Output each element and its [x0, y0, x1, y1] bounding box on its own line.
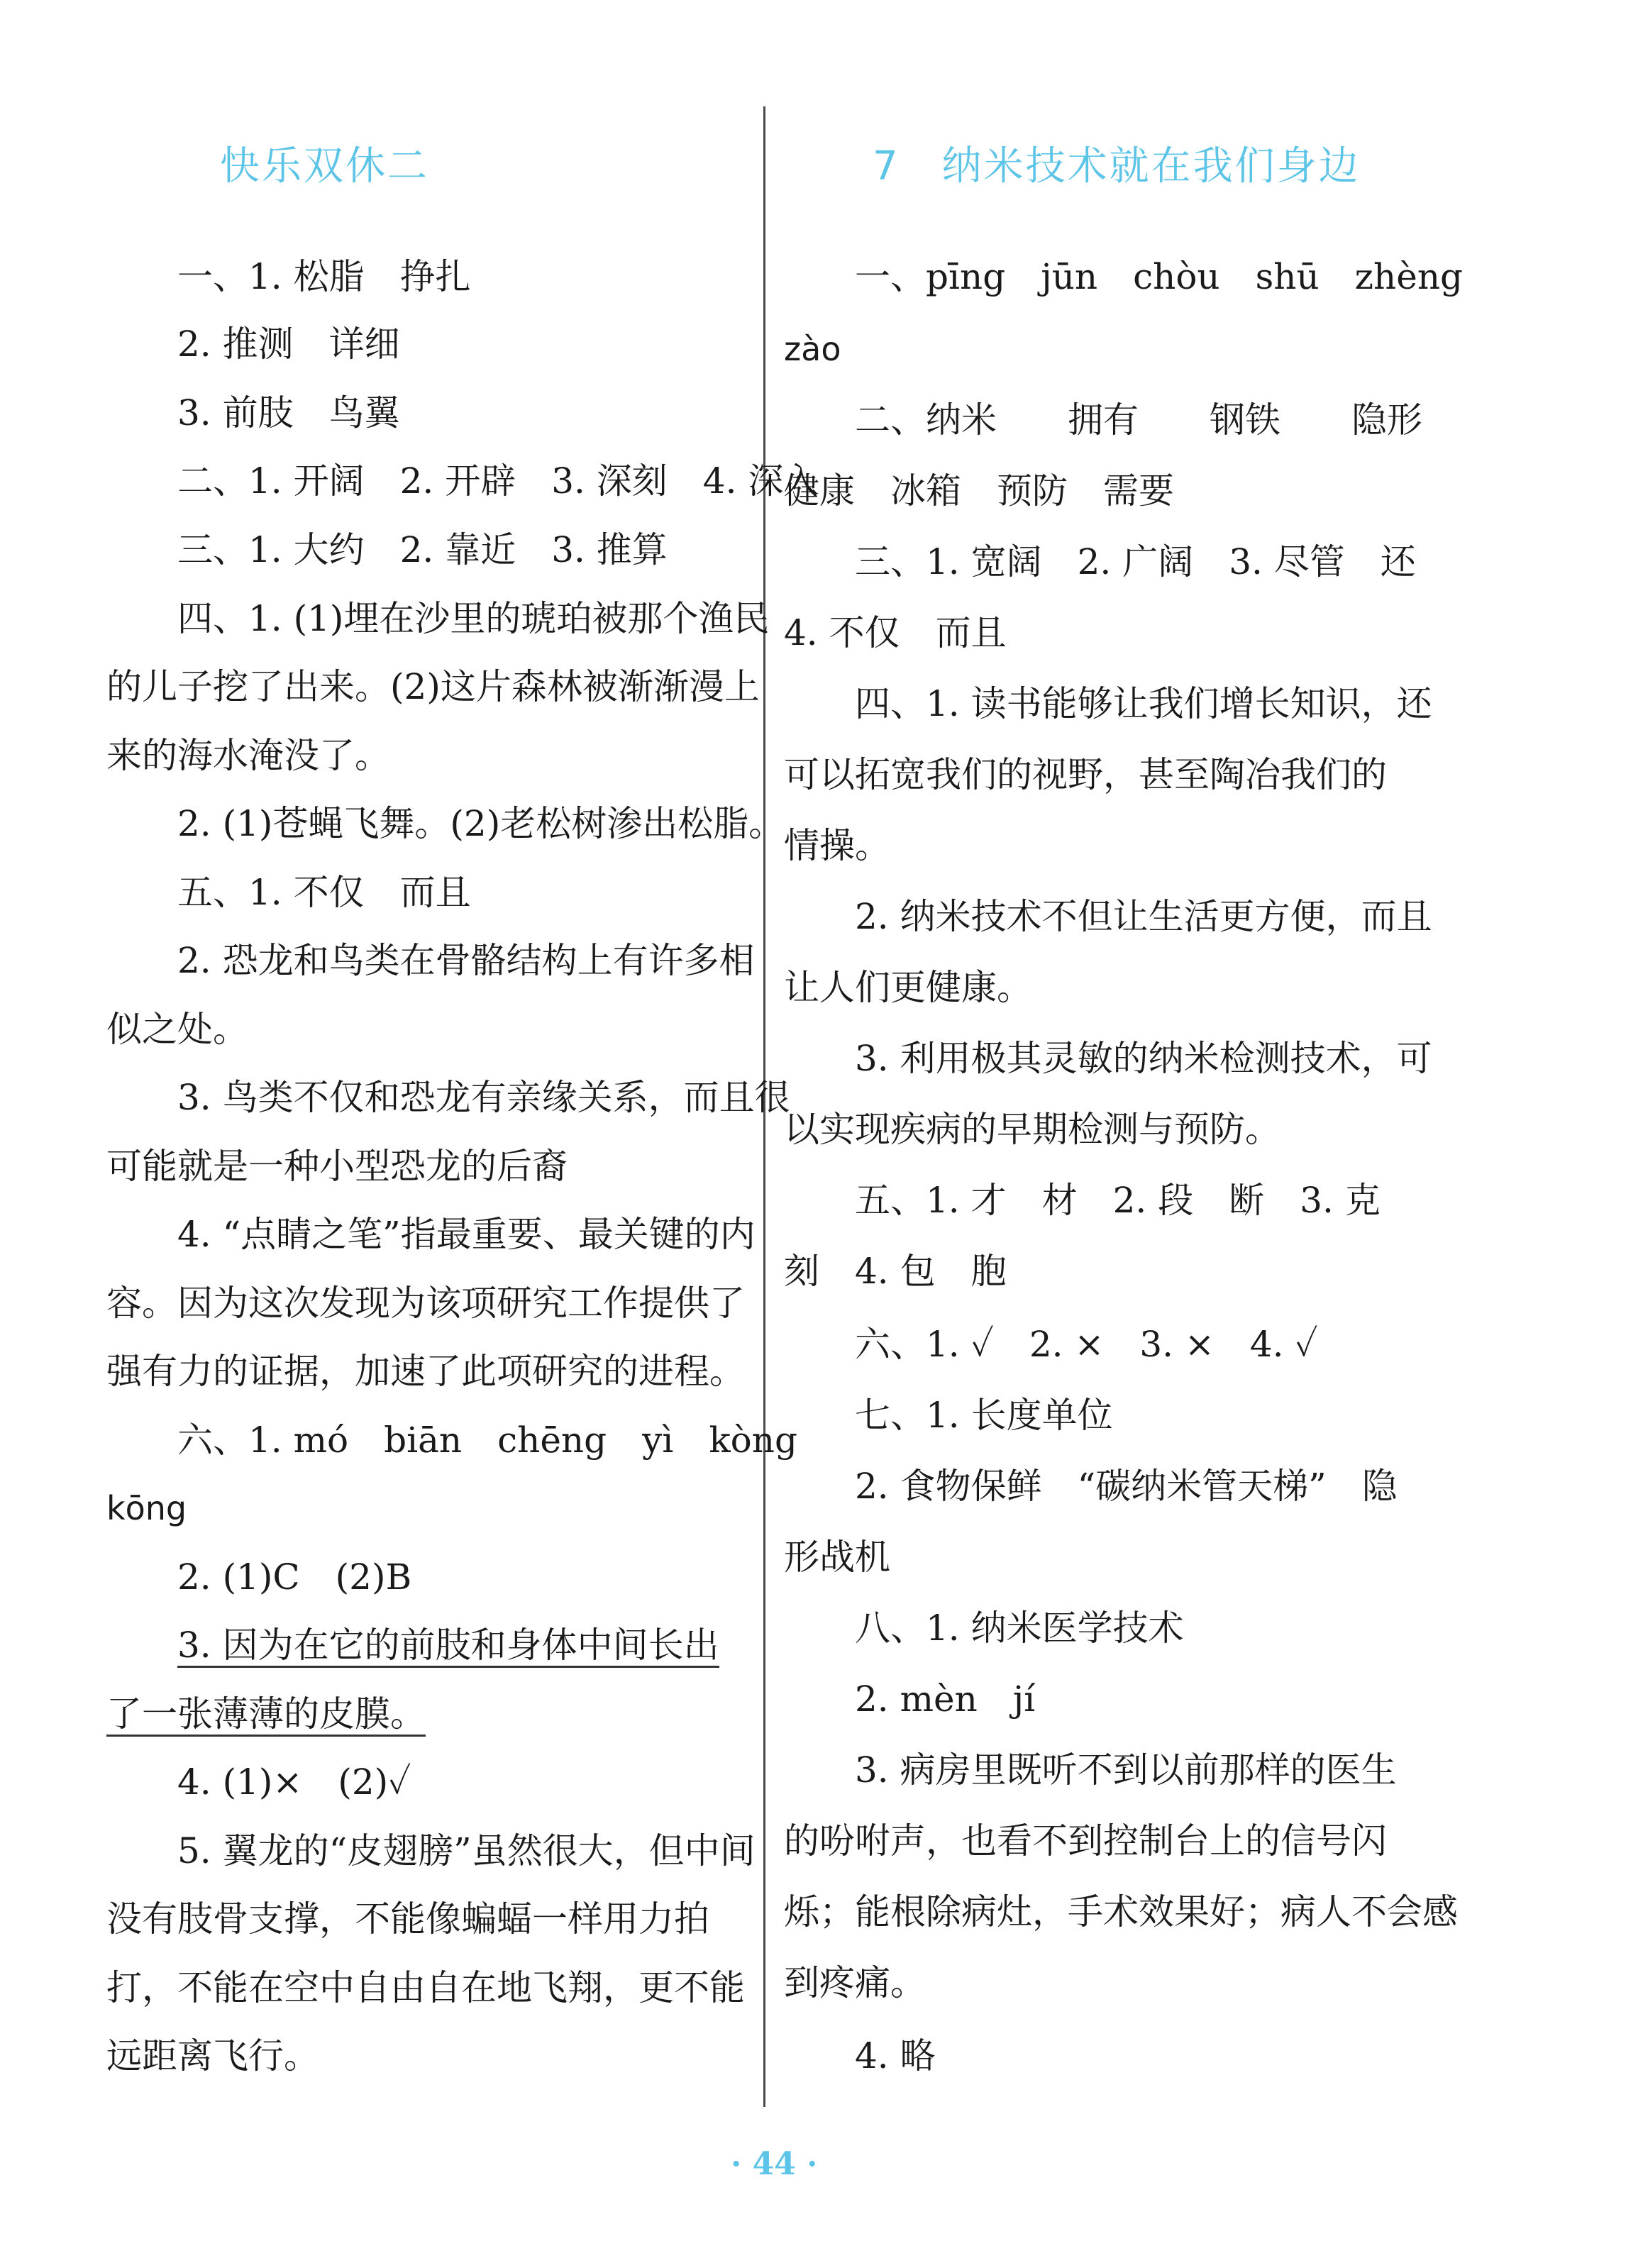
right-line-6: 4. 不仅 而且 [784, 612, 1007, 653]
left-line-16: 容。因为这次发现为该项研究工作提供了 [106, 1283, 745, 1324]
right-line-15: 刻 4. 包 胞 [784, 1251, 1007, 1292]
right-line-2: zào [784, 330, 841, 368]
left-line-21 [177, 1624, 719, 1666]
left-line-24: 5. 翼龙的“皮翅膀”虽然很大，但中间 [177, 1830, 756, 1871]
left-line-12: 似之处。 [106, 1009, 248, 1050]
underlined-answer-2: 了一张薄薄的皮膜。 [106, 1693, 426, 1737]
right-line-17: 七、1. 长度单位 [855, 1395, 1113, 1436]
left-line-14: 可能就是一种小型恐龙的后裔 [106, 1146, 568, 1187]
left-line-5: 三、1. 大约 2. 靠近 3. 推算 [177, 529, 668, 570]
right-line-19: 形战机 [784, 1537, 890, 1578]
left-line-13: 3. 鸟类不仅和恐龙有亲缘关系，而且很 [177, 1077, 790, 1118]
left-line-4: 二、1. 开阔 2. 开辟 3. 深刻 4. 深入 [177, 460, 819, 502]
right-line-13: 以实现疾病的早期检测与预防。 [784, 1109, 1280, 1150]
right-line-5: 三、1. 宽阔 2. 广阔 3. 尽管 还 [855, 541, 1416, 582]
left-line-3: 3. 前肢 鸟翼 [177, 392, 400, 433]
right-line-20: 八、1. 纳米医学技术 [855, 1608, 1184, 1649]
right-line-25: 到疼痛。 [784, 1962, 926, 2003]
right-line-16: 六、1. ✓ 2. × 3. × 4. ✓ [855, 1324, 1318, 1365]
page-number: · 44 · [731, 2146, 818, 2182]
left-line-20: 2. (1)C (2)B [177, 1556, 412, 1598]
right-line-24: 烁；能根除病灶，手术效果好；病人不会感 [784, 1891, 1458, 1932]
left-line-9: 2. (1)苍蝇飞舞。(2)老松树渗出松脂。 [177, 803, 785, 844]
right-line-12: 3. 利用极其灵敏的纳米检测技术，可 [855, 1038, 1432, 1079]
right-line-14: 五、1. 才 材 2. 段 断 3. 克 [855, 1180, 1381, 1221]
left-line-6: 四、1. (1)埋在沙里的琥珀被那个渔民 [177, 598, 770, 639]
right-line-4: 健康 冰箱 预防 需要 [784, 470, 1174, 511]
left-line-23: 4. (1)× (2)✓ [177, 1761, 411, 1803]
right-line-23: 的吩咐声，也看不到控制台上的信号闪 [784, 1820, 1387, 1862]
right-line-1: 一、pīng jūn chòu shū zhèng [855, 256, 1464, 297]
right-line-26: 4. 略 [855, 2035, 936, 2076]
left-line-8: 来的海水淹没了。 [106, 735, 390, 776]
left-line-11: 2. 恐龙和鸟类在骨骼结构上有许多相 [177, 940, 755, 981]
right-line-8: 可以拓宽我们的视野，甚至陶冶我们的 [784, 754, 1387, 795]
right-section-title: 7 纳米技术就在我们身边 [873, 143, 1361, 189]
left-line-17: 强有力的证据，加速了此项研究的进程。 [106, 1351, 745, 1392]
left-line-19: kōng [106, 1489, 187, 1527]
right-line-11: 让人们更健康。 [784, 967, 1032, 1008]
right-line-9: 情操。 [784, 825, 890, 866]
left-line-26: 打，不能在空中自由自在地飞翔，更不能 [106, 1967, 745, 2008]
left-line-2: 2. 推测 详细 [177, 323, 400, 365]
left-line-18: 六、1. mó biān chēng yì kòng [177, 1420, 797, 1461]
left-line-7: 的儿子挖了出来。(2)这片森林被渐渐漫上 [106, 666, 760, 707]
left-line-27: 远距离飞行。 [106, 2035, 319, 2076]
left-line-15: 4. “点睛之笔”指最重要、最关键的内 [177, 1214, 756, 1255]
right-line-7: 四、1. 读书能够让我们增长知识，还 [855, 683, 1432, 724]
right-line-22: 3. 病房里既听不到以前那样的医生 [855, 1749, 1397, 1791]
left-line-22 [106, 1693, 426, 1735]
left-section-title: 快乐双休二 [220, 143, 429, 189]
left-line-25: 没有肢骨支撑，不能像蝙蝠一样用力拍 [106, 1898, 709, 1940]
underlined-answer-1: 3. 因为在它的前肢和身体中间长出 [177, 1625, 719, 1668]
left-line-1: 一、1. 松脂 挣扎 [177, 256, 471, 297]
right-line-3: 二、纳米 拥有 钢铁 隐形 [855, 399, 1422, 441]
right-line-21: 2. mèn jí [855, 1678, 1036, 1720]
right-line-10: 2. 纳米技术不但让生活更方便，而且 [855, 896, 1432, 937]
right-line-18: 2. 食物保鲜 “碳纳米管天梯” 隐 [855, 1466, 1398, 1507]
left-line-10: 五、1. 不仅 而且 [177, 872, 471, 913]
